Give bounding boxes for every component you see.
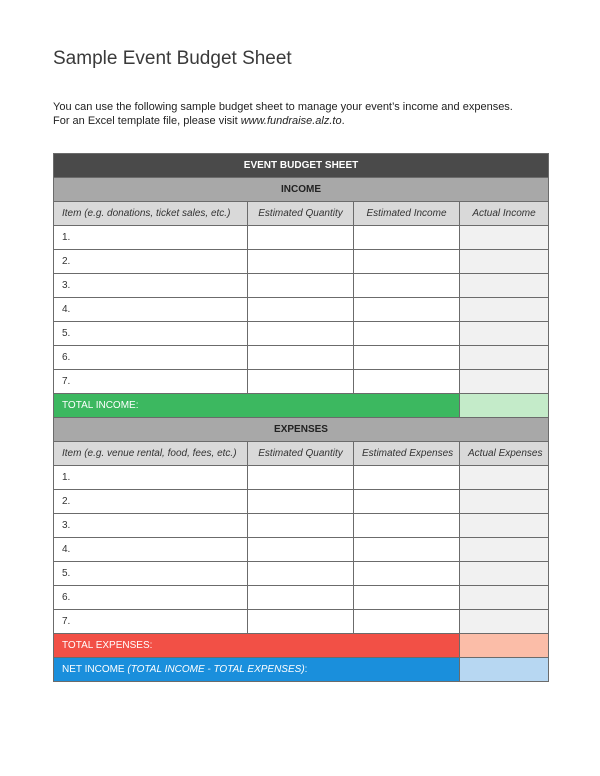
- expense-est-expenses-cell[interactable]: [354, 466, 460, 490]
- expenses-section-row: [54, 418, 549, 442]
- expense-est-quantity-cell[interactable]: [248, 586, 354, 610]
- budget-sheet-title-row: [54, 154, 549, 178]
- total-expenses-value-cell[interactable]: [460, 634, 549, 658]
- income-actual-income-cell[interactable]: [460, 298, 549, 322]
- expense-row: [54, 586, 549, 610]
- total-income-label: TOTAL INCOME:: [54, 394, 460, 418]
- intro-line-2-suffix: .: [341, 114, 345, 127]
- income-item-cell[interactable]: 3.: [54, 274, 248, 298]
- expense-est-quantity-cell[interactable]: [248, 490, 354, 514]
- expense-est-quantity-cell[interactable]: [248, 562, 354, 586]
- budget-table: [53, 153, 549, 682]
- expense-est-expenses-cell[interactable]: [354, 538, 460, 562]
- expense-est-expenses-cell[interactable]: [354, 490, 460, 514]
- income-header-est-income: Estimated Income: [354, 202, 460, 226]
- income-actual-income-cell[interactable]: [460, 322, 549, 346]
- expense-item-cell[interactable]: 7.: [54, 610, 248, 634]
- income-est-income-cell[interactable]: [354, 370, 460, 394]
- expense-row: [54, 610, 549, 634]
- income-item-cell[interactable]: 6.: [54, 346, 248, 370]
- income-actual-income-cell[interactable]: [460, 250, 549, 274]
- income-header-item: Item (e.g. donations, ticket sales, etc.): [54, 202, 248, 226]
- income-est-quantity-cell[interactable]: [248, 274, 354, 298]
- income-item-cell[interactable]: 2.: [54, 250, 248, 274]
- income-item-cell[interactable]: 5.: [54, 322, 248, 346]
- expense-actual-expenses-cell[interactable]: [460, 586, 549, 610]
- expense-row: [54, 538, 549, 562]
- income-header-row: [54, 202, 549, 226]
- income-row: [54, 250, 549, 274]
- expense-item-cell[interactable]: 6.: [54, 586, 248, 610]
- total-income-row: [54, 394, 549, 418]
- expense-row: [54, 466, 549, 490]
- expense-est-quantity-cell[interactable]: [248, 610, 354, 634]
- expense-est-quantity-cell[interactable]: [248, 538, 354, 562]
- expense-actual-expenses-cell[interactable]: [460, 514, 549, 538]
- expense-est-expenses-cell[interactable]: [354, 562, 460, 586]
- income-row: [54, 226, 549, 250]
- expense-item-cell[interactable]: 5.: [54, 562, 248, 586]
- net-income-row: [54, 658, 549, 682]
- expense-est-expenses-cell[interactable]: [354, 610, 460, 634]
- budget-sheet-title: EVENT BUDGET SHEET: [54, 154, 549, 178]
- expenses-header-item: Item (e.g. venue rental, food, fees, etc.): [54, 442, 248, 466]
- website-link[interactable]: www.fundraise.alz.to: [240, 114, 342, 127]
- expense-est-expenses-cell[interactable]: [354, 586, 460, 610]
- expense-row: [54, 514, 549, 538]
- income-row: [54, 370, 549, 394]
- income-item-cell[interactable]: 1.: [54, 226, 248, 250]
- income-actual-income-cell[interactable]: [460, 226, 549, 250]
- income-section-row: [54, 178, 549, 202]
- income-est-quantity-cell[interactable]: [248, 346, 354, 370]
- income-row: [54, 298, 549, 322]
- intro-text: [53, 101, 553, 128]
- net-income-suffix: :: [304, 664, 308, 675]
- income-item-cell[interactable]: 7.: [54, 370, 248, 394]
- expense-actual-expenses-cell[interactable]: [460, 466, 549, 490]
- intro-line-1: You can use the following sample budget sheet to manage your event’s income and expenses.: [53, 101, 513, 113]
- income-actual-income-cell[interactable]: [460, 274, 549, 298]
- expense-item-cell[interactable]: 3.: [54, 514, 248, 538]
- expense-row: [54, 490, 549, 514]
- expense-est-expenses-cell[interactable]: [354, 514, 460, 538]
- income-actual-income-cell[interactable]: [460, 346, 549, 370]
- income-section-label: INCOME: [54, 178, 549, 202]
- income-est-quantity-cell[interactable]: [248, 322, 354, 346]
- expense-item-cell[interactable]: 1.: [54, 466, 248, 490]
- income-actual-income-cell[interactable]: [460, 370, 549, 394]
- expense-est-quantity-cell[interactable]: [248, 466, 354, 490]
- expense-est-quantity-cell[interactable]: [248, 514, 354, 538]
- intro-line-2: [53, 115, 553, 129]
- expenses-header-est-quantity: Estimated Quantity: [248, 442, 354, 466]
- total-expenses-label: TOTAL EXPENSES:: [54, 634, 460, 658]
- income-header-actual-income: Actual Income: [460, 202, 549, 226]
- total-expenses-row: [54, 634, 549, 658]
- net-income-value-cell[interactable]: [460, 658, 549, 682]
- income-item-cell[interactable]: 4.: [54, 298, 248, 322]
- page-title: Sample Event Budget Sheet: [53, 48, 292, 69]
- intro-line-2-prefix: For an Excel template file, please visit: [53, 114, 241, 127]
- income-est-income-cell[interactable]: [354, 250, 460, 274]
- expense-actual-expenses-cell[interactable]: [460, 562, 549, 586]
- income-est-income-cell[interactable]: [354, 274, 460, 298]
- income-est-quantity-cell[interactable]: [248, 370, 354, 394]
- expenses-header-actual-expenses: Actual Expenses: [460, 442, 549, 466]
- net-income-formula: (TOTAL INCOME - TOTAL EXPENSES): [127, 664, 305, 675]
- net-income-label-cell: [54, 658, 460, 682]
- income-est-income-cell[interactable]: [354, 322, 460, 346]
- expenses-section-label: EXPENSES: [54, 418, 549, 442]
- income-row: [54, 346, 549, 370]
- expense-row: [54, 562, 549, 586]
- income-header-est-quantity: Estimated Quantity: [248, 202, 354, 226]
- expense-item-cell[interactable]: 2.: [54, 490, 248, 514]
- income-est-income-cell[interactable]: [354, 346, 460, 370]
- expense-actual-expenses-cell[interactable]: [460, 610, 549, 634]
- income-row: [54, 274, 549, 298]
- expense-actual-expenses-cell[interactable]: [460, 490, 549, 514]
- income-est-income-cell[interactable]: [354, 226, 460, 250]
- total-income-value-cell[interactable]: [460, 394, 549, 418]
- income-est-quantity-cell[interactable]: [248, 226, 354, 250]
- income-est-income-cell[interactable]: [354, 298, 460, 322]
- income-row: [54, 322, 549, 346]
- expenses-header-row: [54, 442, 549, 466]
- expense-item-cell[interactable]: 4.: [54, 538, 248, 562]
- net-income-label: NET INCOME: [62, 664, 128, 675]
- expenses-header-est-expenses: Estimated Expenses: [354, 442, 460, 466]
- income-est-quantity-cell[interactable]: [248, 298, 354, 322]
- expense-actual-expenses-cell[interactable]: [460, 538, 549, 562]
- income-est-quantity-cell[interactable]: [248, 250, 354, 274]
